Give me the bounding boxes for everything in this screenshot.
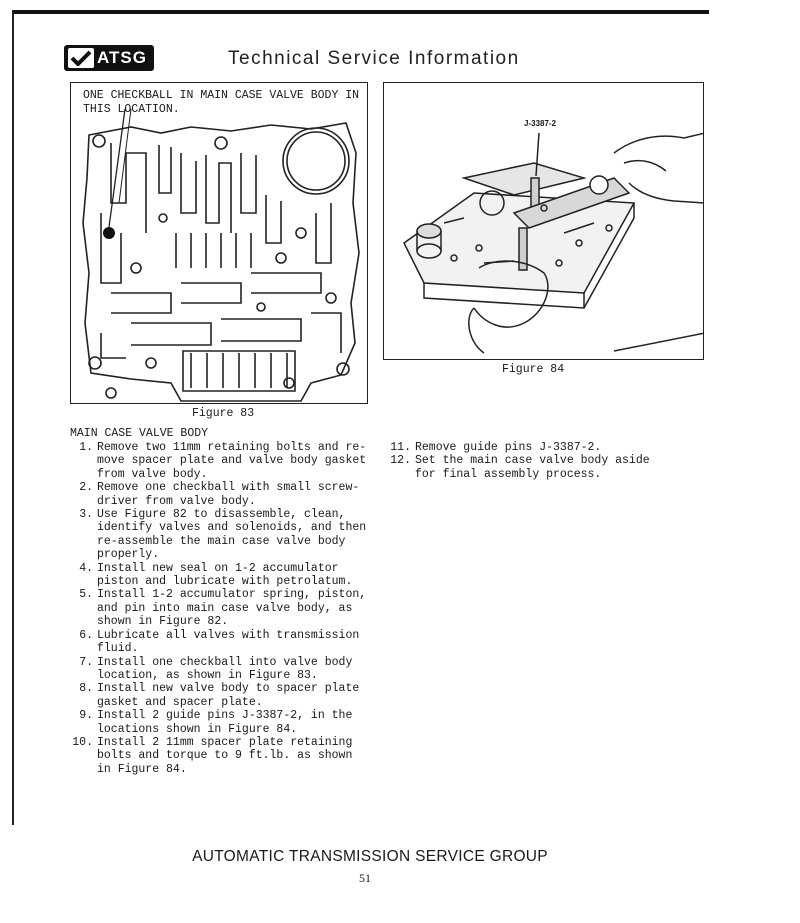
step-number: 2. [79,481,93,495]
left-border-rule [12,10,14,825]
valve-body-drawing [71,83,368,404]
tool-callout-label: J-3387-2 [524,119,557,128]
atsg-logo [64,45,154,71]
step-number: 11. [390,441,411,454]
step-number: 9. [79,709,93,723]
step-text: Use Figure 82 to disassemble, clean, identify valves and solenoids, and then re-assemble the main case valve body properly. [97,508,367,562]
checkmark-icon [68,48,94,68]
step-text: Install 1-2 accumulator spring, piston, and pin into main case valve body, as shown in Figure 82. [97,588,367,629]
step-item [70,656,380,683]
step-item [70,441,380,481]
step-item [388,441,688,454]
step-text: Install 2 11mm spacer plate retaining bolts and torque to 9 ft.lb. as shown in Figure 84. [97,735,353,776]
step-item [70,588,380,628]
step-item [70,508,380,562]
checkball-marker [103,227,115,239]
step-text: Install new valve body to spacer plate gasket and spacer plate. [97,682,360,709]
footer-title: AUTOMATIC TRANSMISSION SERVICE GROUP [192,848,548,865]
step-number: 4. [79,561,93,575]
step-number: 5. [79,588,93,602]
step-text: Install one checkball into valve body location, as shown in Figure 83. [97,655,353,682]
step-item [388,454,688,481]
logo-text: ATSG [97,48,147,67]
step-item [70,682,380,709]
step-number: 6. [79,628,93,642]
step-number: 7. [79,655,93,669]
step-item [70,481,380,508]
procedure-steps-right [388,441,688,481]
step-item [70,562,380,589]
figure-84-caption: Figure 84 [502,363,565,376]
header-title: Technical Service Information [228,48,520,69]
figure-84-guide-pin-photo [383,82,704,360]
step-text: Remove one checkball with small screw- driver from valve body. [97,481,360,508]
step-text: Remove two 11mm retaining bolts and re- move spacer plate and valve body gasket from valve body. [97,441,367,481]
step-text: Remove guide pins J-3387-2. [415,441,602,454]
page-number: 51 [359,871,371,885]
step-number: 12. [390,454,411,468]
procedure-steps-left [70,441,380,776]
step-number: 10. [72,735,93,749]
step-text: Lubricate all valves with transmission fluid. [97,628,360,656]
step-number: 1. [79,441,93,454]
step-number: 8. [79,682,93,696]
step-item [70,709,380,736]
top-border-rule [12,10,709,14]
step-text: Set the main case valve body aside for final assembly process. [415,454,650,481]
step-text: Install 2 guide pins J-3387-2, in the locations shown in Figure 84. [97,709,353,736]
step-text: Install new seal on 1-2 accumulator piston and lubricate with petrolatum. [97,561,353,589]
figure-83-caption: Figure 83 [192,407,255,420]
checkball-location-note: ONE CHECKBALL IN MAIN CASE VALVE BODY IN THIS LOCATION. [83,89,360,116]
figure-83-valve-body-diagram [70,82,368,404]
step-item [70,736,380,776]
step-number: 3. [79,508,93,522]
section-title: MAIN CASE VALVE BODY [70,427,209,440]
step-item [70,629,380,656]
